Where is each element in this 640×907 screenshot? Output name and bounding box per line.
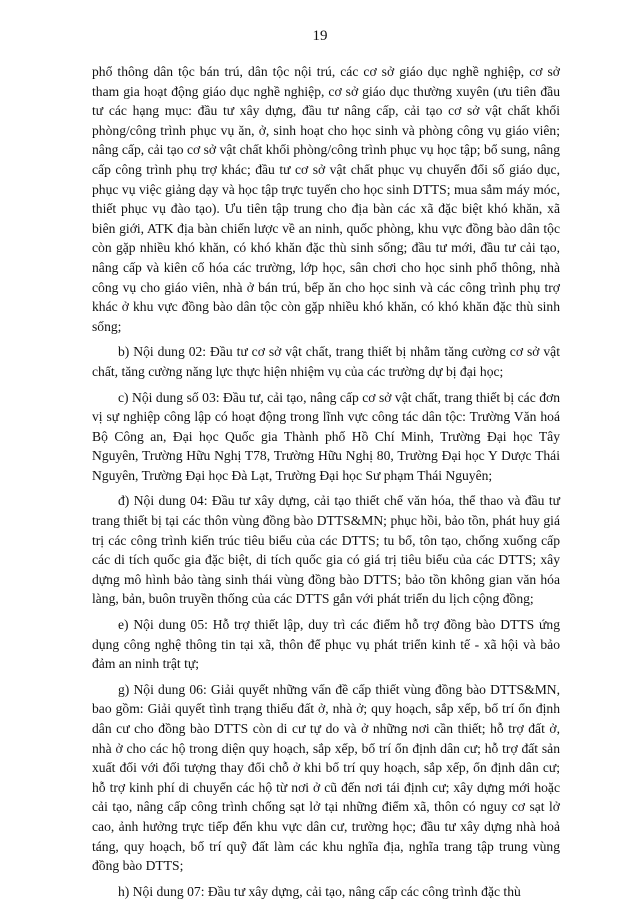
paragraph-item-b: b) Nội dung 02: Đầu tư cơ sở vật chất, trang thiết bị nhằm tăng cường cơ sở vật chất, tăng cường năng lực thực hiện nhiệm vụ của các trường dự bị đại học;	[92, 344, 560, 379]
document-body	[92, 62, 560, 907]
paragraph-item-g: g) Nội dung 06: Giải quyết những vấn đề cấp thiết vùng đồng bào DTTS&MN, bao gồm: Giải quyết tình trạng thiếu đất ở, nhà ở; quy hoạch, sắp xếp, bố trí ổn định dân cư cho đồng bào DTTS còn di cư tự do và ở những nơi cần thiết; hỗ trợ đất ở, nhà ở cho các hộ trong diện quy hoạch, sắp xếp, bố trí ổn định dân cư; hỗ trợ đất sản xuất đối với đối tượng thay đổi chỗ ở khi bố trí quy hoạch, sắp xếp, ổn định dân cư; hỗ trợ kinh phí di chuyển các hộ từ nơi ở cũ đến nơi tái định cư; xây dựng mới hoặc cải tạo, nâng cấp công trình chống sạt lở tại những điểm xã, thôn có nguy cơ sạt lở cao, ảnh hưởng trực tiếp đến khu vực dân cư, trường học; đầu tư xây dựng nhà hoả táng, quy hoạch, bố trí quỹ đất làm các khu nghĩa địa, nghĩa trang tập trung vùng đồng bào DTTS;	[92, 681, 560, 874]
paragraph-item-h: h) Nội dung 07: Đầu tư xây dựng, cải tạo, nâng cấp các công trình đặc thù	[118, 883, 521, 899]
paragraph-item-c: c) Nội dung số 03: Đầu tư, cải tạo, nâng cấp cơ sở vật chất, trang thiết bị các đơn vị sự nghiệp công lập có hoạt động trong lĩnh vực công tác dân tộc: Trường Văn hoá Bộ Công an, Đại học Quốc gia Thành phố Hồ Chí Minh, Trường Đại học Tây Nguyên, Trường Hữu Nghị T78, Trường Hữu Nghị 80, Trường Đại học Y Dược Thái Nguyên, Trường Đại học Đà Lạt, Trường Đại học Sư phạm Thái Nguyên;	[92, 389, 560, 483]
paragraph-item-e: e) Nội dung 05: Hỗ trợ thiết lập, duy trì các điểm hỗ trợ đồng bào DTTS ứng dụng công nghệ thông tin tại xã, thôn để phục vụ phát triển kinh tế - xã hội và bảo đảm an ninh trật tự;	[92, 617, 560, 672]
paragraph-continuation: phổ thông dân tộc bán trú, dân tộc nội trú, các cơ sở giáo dục nghề nghiệp, cơ sở tham gia hoạt động giáo dục nghề nghiệp, cơ sở giáo dục thường xuyên (ưu tiên đầu tư các hạng mục: đầu tư xây dựng, đầu tư nâng cấp, cải tạo cơ sở vật chất khối phòng/công trình phục vụ ăn, ở, sinh hoạt cho học sinh và phòng công vụ giáo viên; nâng cấp, cải tạo cơ sở vật chất khối phòng/công trình phục vụ học tập; bổ sung, nâng cấp công trình phụ trợ khác; đầu tư cơ sở vật chất phục vụ chuyển đổi số giáo dục, phục vụ việc giảng dạy và học tập trực tuyến cho học sinh DTTS; mua sắm máy móc, thiết phục vụ đào tạo). Ưu tiên tập trung cho địa bàn các xã đặc biệt khó khăn, xã biên giới, ATK địa bàn chiến lược về an ninh, quốc phòng, khu vực đồng bào dân tộc còn gặp nhiều khó khăn, có khó khăn đặc thù sinh sống; đầu tư mới, đầu tư cải tạo, nâng cấp và kiên cố hóa các trường, lớp học, sân chơi cho học sinh phổ thông, nhà công vụ cho giáo viên, nhà ở bán trú, bếp ăn cho học sinh và các công trình phụ trợ khác ở khu vực đồng bào dân tộc còn gặp nhiều khó khăn, có khó khăn đặc thù sinh sống;	[92, 64, 560, 334]
paragraph-item-d: đ) Nội dung 04: Đầu tư xây dựng, cải tạo thiết chế văn hóa, thể thao và đầu tư trang thiết bị tại các thôn vùng đồng bào DTTS&MN; phục hồi, bảo tồn, phát huy giá trị các công trình kiến trúc tiêu biểu của các DTTS; tu bổ, tôn tạo, chống xuống cấp các di tích quốc gia đặc biệt, di tích quốc gia có giá trị tiêu biểu của các DTTS; xây dựng mô hình bảo tàng sinh thái vùng đồng bào DTTS; bảo tồn không gian văn hóa làng, bản, buôn truyền thống của các DTTS gắn với phát triển du lịch cộng đồng;	[92, 493, 560, 607]
page-number: 19	[312, 28, 328, 44]
